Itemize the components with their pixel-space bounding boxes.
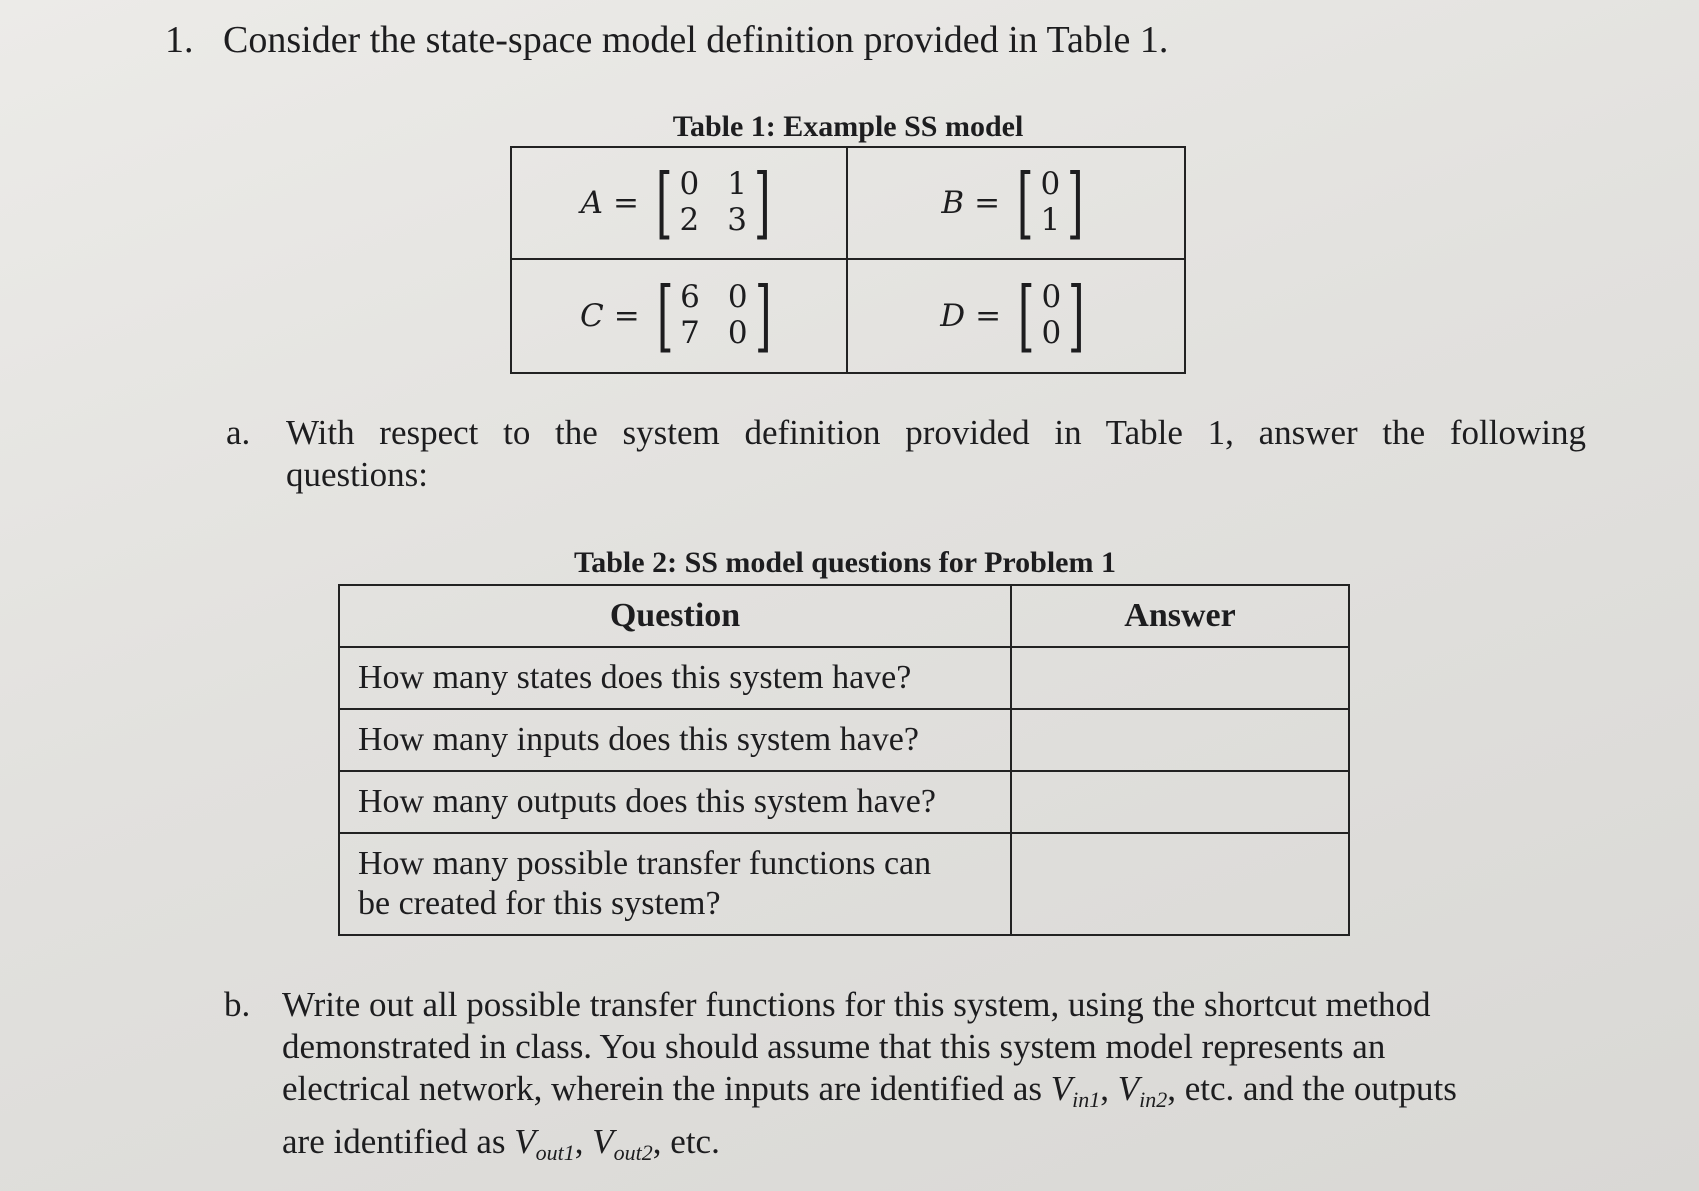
part-b-line2: demonstrated in class. You should assume that this system model represents an: [282, 1027, 1386, 1066]
part-b-line1: Write out all possible transfer functions for this system, using the shortcut method: [282, 985, 1431, 1024]
part-b-line3: [282, 1068, 1584, 1121]
matrix-a-entry: 2: [679, 202, 700, 238]
part-b-line4: [282, 1121, 1584, 1174]
text-segment: are identified as: [282, 1122, 515, 1161]
matrix-d-symbol: D: [940, 298, 966, 334]
question-cell: How many states does this system have?: [339, 647, 1011, 709]
table1-state-space-matrices: [510, 146, 1186, 374]
subscript-out2: out2: [613, 1140, 653, 1165]
question-cell: [339, 833, 1011, 935]
table-header-row: [339, 585, 1349, 647]
matrix-d-entry: 0: [1041, 279, 1062, 316]
table1-caption: Table 1: Example SS model: [672, 110, 1024, 143]
matrix-c-symbol: C: [579, 298, 604, 334]
matrix-d: [1011, 271, 1092, 361]
matrix-d-entry: 0: [1041, 315, 1062, 351]
part-b-label: b.: [224, 985, 251, 1024]
matrix-a-entry: 0: [679, 166, 700, 203]
part-a-label: a.: [226, 413, 251, 452]
problem-heading: [165, 18, 1168, 62]
separator: ,: [574, 1122, 593, 1161]
text-segment: electrical network, wherein the inputs are identified as: [282, 1069, 1051, 1108]
equals-sign: =: [975, 298, 1002, 334]
left-bracket-icon: [: [1017, 271, 1035, 361]
matrix-a-entry: 3: [727, 202, 747, 238]
matrix-a-symbol: A: [580, 185, 604, 221]
question-line: be created for this system?: [358, 885, 721, 922]
right-bracket-icon: ]: [754, 271, 772, 361]
table-row: [339, 833, 1349, 935]
answer-cell[interactable]: [1011, 771, 1349, 833]
equals-sign: =: [613, 298, 640, 334]
answer-cell[interactable]: [1011, 647, 1349, 709]
text-segment: , etc.: [652, 1122, 720, 1161]
matrix-a-cell: [512, 148, 848, 260]
subscript-out1: out1: [535, 1140, 575, 1165]
left-bracket-icon: [: [1016, 158, 1034, 248]
equals-sign: =: [974, 185, 1001, 221]
question-cell: How many inputs does this system have?: [339, 709, 1011, 771]
answer-header: Answer: [1011, 585, 1349, 647]
matrix-c-entry: 7: [680, 315, 700, 351]
table-row: [339, 647, 1349, 709]
variable-v: V: [1117, 1069, 1140, 1108]
right-bracket-icon: ]: [1067, 158, 1084, 248]
matrix-b: [1010, 158, 1091, 248]
left-bracket-icon: [: [656, 271, 674, 361]
part-a: [226, 412, 1586, 496]
answer-cell[interactable]: [1011, 833, 1349, 935]
variable-v: V: [514, 1122, 536, 1161]
right-bracket-icon: ]: [1068, 271, 1085, 361]
variable-v: V: [592, 1122, 614, 1161]
matrix-c-entry: 0: [727, 279, 748, 316]
matrix-c-cell: [512, 260, 848, 372]
matrix-b-cell: [848, 148, 1184, 260]
table2-questions: [338, 584, 1350, 936]
question-header: Question: [339, 585, 1011, 647]
matrix-b-entry: 1: [1040, 202, 1061, 238]
part-b: [224, 984, 1584, 1174]
separator: ,: [1100, 1069, 1118, 1108]
table-row: [339, 771, 1349, 833]
question-cell: How many outputs does this system have?: [339, 771, 1011, 833]
table2-caption: Table 2: SS model questions for Problem 1: [573, 546, 1116, 579]
answer-cell[interactable]: [1011, 709, 1349, 771]
equals-sign: =: [613, 185, 640, 221]
part-a-line2: questions:: [286, 455, 428, 494]
matrix-b-entry: 0: [1040, 166, 1061, 203]
matrix-a: [649, 158, 777, 248]
text-segment: , etc. and the outputs: [1167, 1069, 1457, 1108]
matrix-c: [650, 271, 778, 361]
subscript-in1: in1: [1072, 1087, 1101, 1112]
left-bracket-icon: [: [655, 158, 673, 248]
matrix-c-entry: 6: [680, 279, 700, 316]
matrix-d-cell: [848, 260, 1184, 372]
table-row: [339, 709, 1349, 771]
right-bracket-icon: ]: [753, 158, 771, 248]
problem-statement: Consider the state-space model definition provided in Table 1.: [223, 19, 1169, 61]
part-a-line1: With respect to the system definition provided in Table 1, answer the following: [286, 413, 1586, 452]
matrix-b-symbol: B: [941, 185, 965, 221]
problem-number: 1.: [165, 19, 194, 61]
question-line: How many possible transfer functions can: [358, 845, 932, 882]
matrix-c-entry: 0: [727, 315, 748, 351]
subscript-in2: in2: [1139, 1087, 1168, 1112]
matrix-a-entry: 1: [727, 166, 747, 203]
variable-v: V: [1050, 1069, 1073, 1108]
